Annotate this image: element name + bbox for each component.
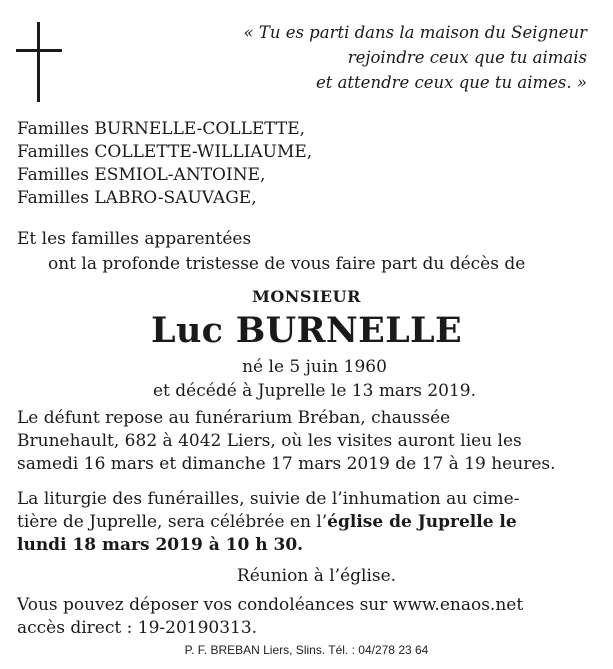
deceased-title: MONSIEUR [252,287,361,306]
related-families: Et les familles apparentées [17,229,252,249]
paragraph-line: accès direct : 19-20190313. [17,618,258,638]
paragraph-line [17,534,602,557]
cross-icon [16,22,62,102]
epigraph-quote [243,20,587,95]
liturgy-text: tière de Juprelle, sera célébrée en l’ [17,512,328,532]
quote-line: et attendre ceux que tu aimes. » [315,73,587,92]
paragraph-line: Le défunt repose au funérarium Bréban, chaussée [17,408,451,428]
family-item: Familles BURNELLE-COLLETTE, [17,119,306,139]
birth-date: né le 5 juin 1960 [242,357,387,377]
death-date: et décédé à Juprelle le 13 mars 2019. [153,381,476,401]
family-item: Familles COLLETTE-WILLIAUME, [17,142,313,162]
family-item: Familles LABRO-SAUVAGE, [17,188,257,208]
condolences-paragraph [17,594,602,640]
paragraph-line [17,511,602,534]
family-list [17,118,312,210]
announcement-text: ont la profonde tristesse de vous faire part du décès de [48,254,526,274]
church-name: église de Juprelle le [327,512,517,532]
deceased-name: Luc BURNELLE [151,310,462,351]
funeral-home-footer: P. F. BREBAN Liers, Slins. Tél. : 04/278 23 64 [184,643,429,657]
paragraph-line: Vous pouvez déposer vos condoléances sur www.enaos.net [17,595,524,615]
reunion-text: Réunion à l’église. [236,566,397,586]
liturgy-paragraph [17,488,602,557]
quote-line: « Tu es parti dans la maison du Seigneur [243,23,587,42]
rest-paragraph [17,407,602,476]
paragraph-line: Brunehault, 682 à 4042 Liers, où les visites auront lieu les [17,431,522,451]
ceremony-date: lundi 18 mars 2019 à 10 h 30. [17,535,304,555]
family-item: Familles ESMIOL-ANTOINE, [17,165,266,185]
paragraph-line: samedi 16 mars et dimanche 17 mars 2019 de 17 à 19 heures. [17,454,556,474]
quote-line: rejoindre ceux que tu aimais [347,48,587,67]
paragraph-line: La liturgie des funérailles, suivie de l’inhumation au cime- [17,489,520,509]
